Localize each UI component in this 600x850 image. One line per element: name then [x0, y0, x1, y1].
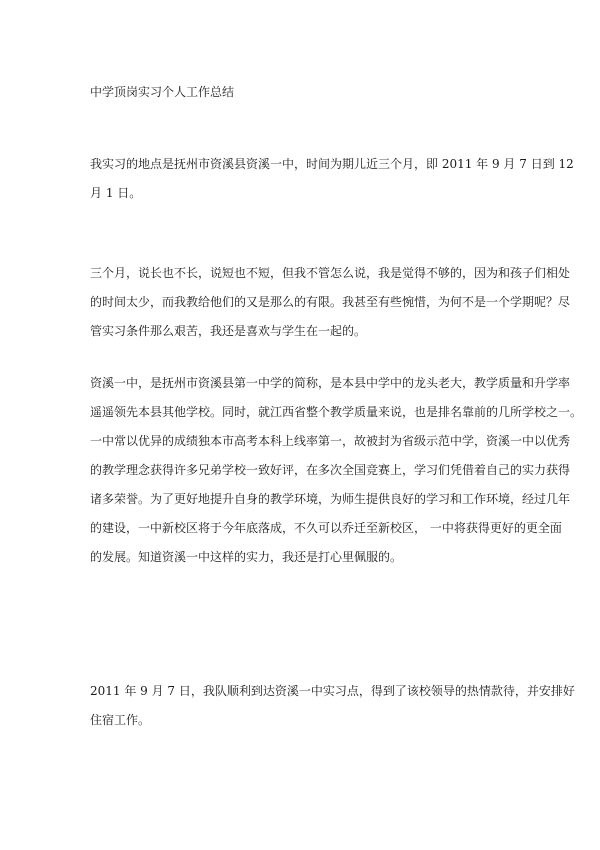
paragraph-line: 遥遥领先本县其他学校。同时，就江西省整个教学质量来说，也是排名靠前的几所学校之一。 — [90, 405, 583, 419]
paragraph-line: 的教学理念获得许多兄弟学校一致好评，在多次全国竞赛上，学习们凭借着自己的实力获得 — [90, 463, 571, 477]
paragraph-line: 的建设，一中新校区将于今年底落成，不久可以乔迁至新校区， 一中将获得更好的更全面 — [90, 521, 562, 535]
paragraph-line: 一中常以优异的成绩独本市高考本科上线率第一，故被封为省级示范中学，资溪一中以优秀 — [90, 434, 571, 448]
paragraph-line: 资溪一中，是抚州市资溪县第一中学的简称，是本县中学中的龙头老大，教学质量和升学率 — [90, 376, 571, 390]
paragraph-line: 住宿工作。 — [90, 713, 151, 727]
document-title: 中学顶岗实习个人工作总结 — [90, 85, 235, 99]
paragraph-three-months — [90, 259, 571, 346]
paragraph-line: 我实习的地点是抚州市资溪县资溪一中，时间为期儿近三个月，即 2011 年 9 月 7 日到 12 — [90, 157, 574, 171]
paragraph-line: 月 1 日。 — [90, 186, 142, 200]
paragraph-line: 三个月，说长也不长，说短也不短，但我不管怎么说，我是觉得不够的，因为和孩子们相处 — [90, 266, 571, 280]
paragraph-line: 管实习条件那么艰苦，我还是喜欢与学生在一起的。 — [90, 324, 367, 338]
paragraph-arrival — [90, 677, 575, 735]
paragraph-line: 诸多荣誉。为了更好地提升自身的教学环境，为师生提供良好的学习和工作环境，经过几年 — [90, 492, 571, 506]
paragraph-line: 2011 年 9 月 7 日，我队顺利到达资溪一中实习点，得到了该校领导的热情款待，并安排好 — [90, 684, 575, 698]
paragraph-internship-location — [90, 150, 574, 208]
paragraph-school-introduction — [90, 369, 583, 572]
paragraph-line: 的发展。知道资溪一中这样的实力，我还是打心里佩服的。 — [90, 550, 403, 564]
paragraph-line: 的时间太少，而我教给他们的又是那么的有限。我甚至有些惋惜，为何不是一个学期呢？尽 — [90, 295, 571, 309]
